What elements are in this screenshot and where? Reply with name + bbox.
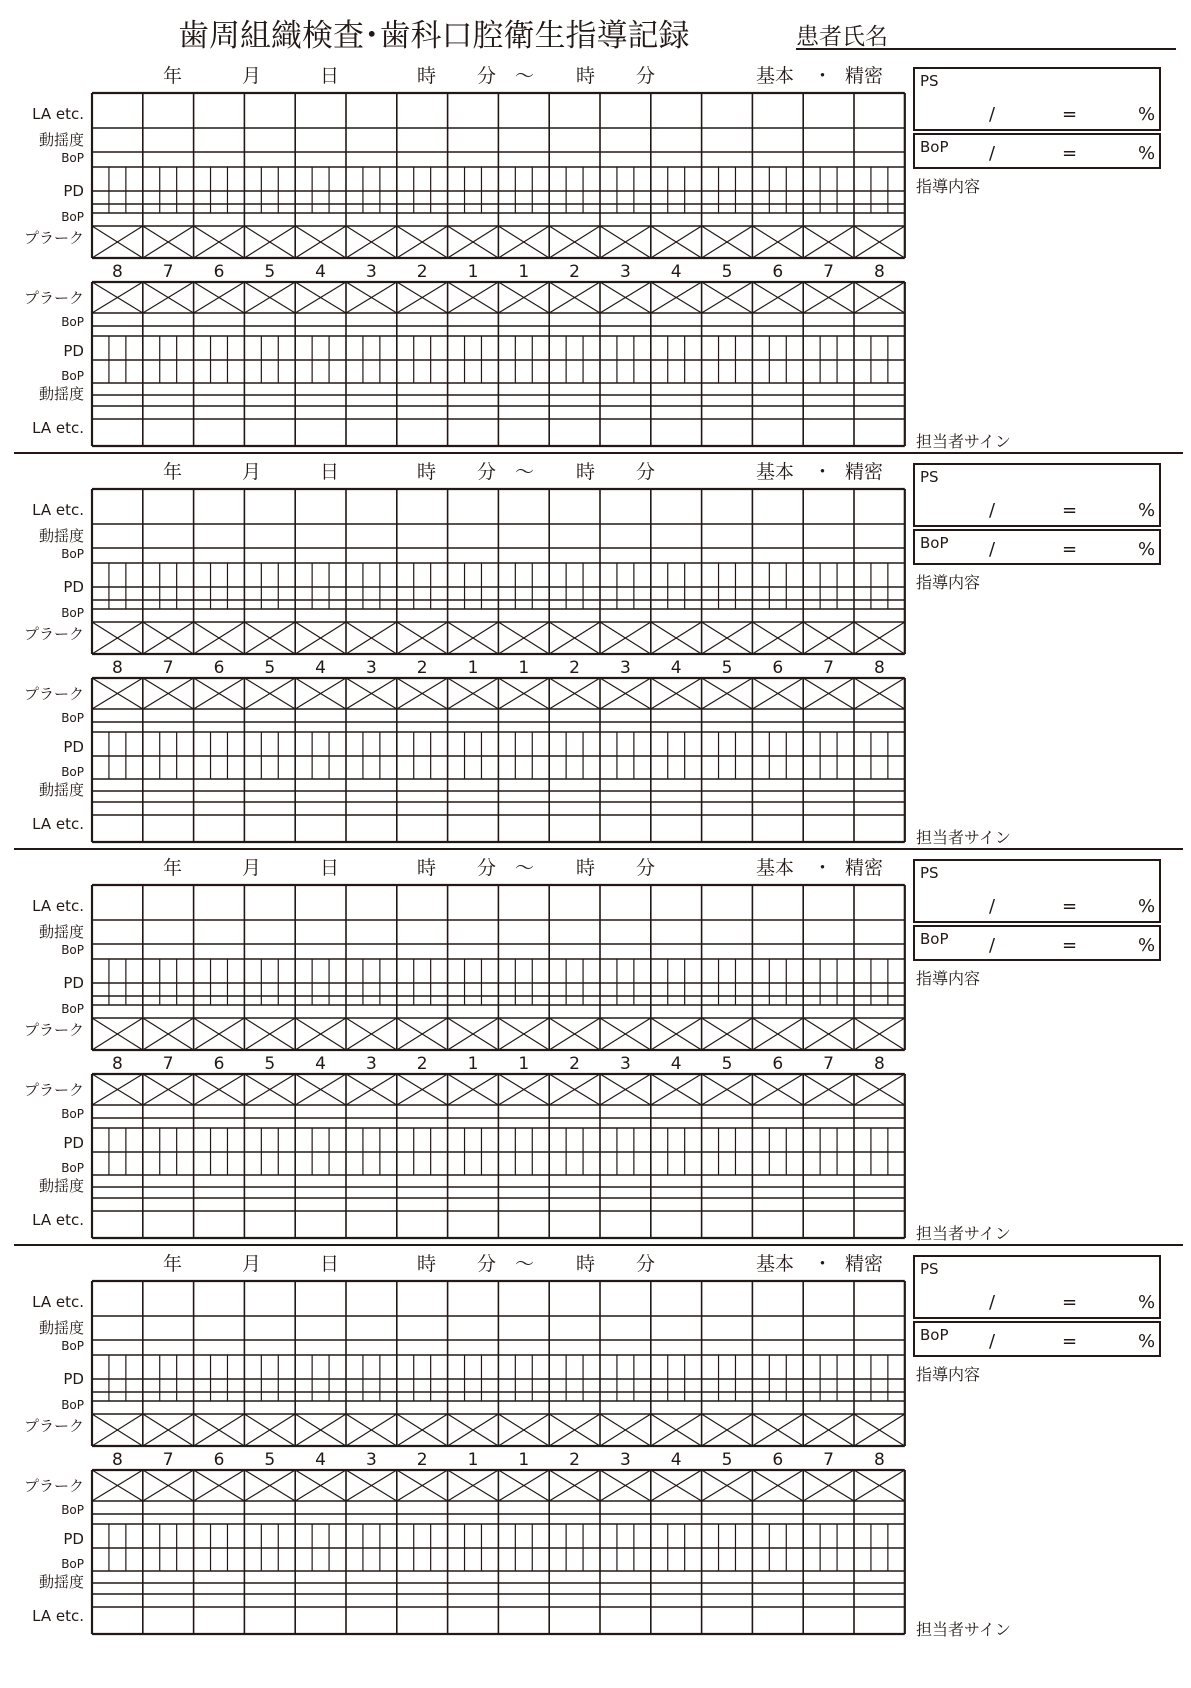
lower-row-label: 動揺度 [38,1573,84,1591]
staff-sign-label: 担当者サイン [916,828,1011,847]
start-minute-label: 分 [477,1253,497,1275]
bop-equals: = [1062,539,1078,560]
tooth-number: 8 [111,658,123,678]
time-range-tilde: ～ [515,65,535,87]
month-label: 月 [242,461,262,483]
exam-type-basic: 基本 [756,461,795,483]
tooth-number: 1 [467,1054,479,1074]
start-hour-label: 時 [417,1253,437,1275]
ps-percent: % [1138,104,1156,125]
ps-label: PS [920,864,939,882]
day-label: 日 [320,857,340,879]
upper-row-label: BoP [61,1002,84,1016]
ps-slash: / [989,500,996,521]
page-header [178,18,1176,54]
staff-sign-field[interactable] [1020,1620,1160,1638]
guidance-notes-area[interactable] [914,990,1160,1220]
tooth-number: 8 [873,1450,885,1470]
upper-chart-grid[interactable] [92,885,905,1050]
bop-equals: = [1062,143,1078,164]
tooth-number: 6 [772,262,784,282]
end-minute-label: 分 [636,65,656,87]
tooth-number: 8 [873,1054,885,1074]
lower-row-label: プラーク [23,685,84,703]
bop-slash: / [989,539,996,560]
lower-row-label: LA etc. [32,1211,84,1229]
tooth-number: 4 [670,262,682,282]
upper-row-label: LA etc. [32,105,84,123]
start-hour-label: 時 [417,461,437,483]
tooth-number: 2 [569,1450,581,1470]
start-hour-label: 時 [417,857,437,879]
lower-row-label: BoP [61,1503,84,1517]
tooth-number: 8 [873,658,885,678]
bop-score-box[interactable] [914,530,1160,564]
guidance-label: 指導内容 [916,573,981,592]
start-minute-label: 分 [477,461,497,483]
tooth-number: 5 [264,658,276,678]
lower-row-label: PD [63,1134,84,1152]
tooth-number: 4 [315,1450,327,1470]
exam-type-separator: ・ [813,1253,833,1275]
tooth-number: 7 [162,658,174,678]
ps-equals: = [1062,500,1078,521]
month-label: 月 [242,1253,262,1275]
tooth-number: 4 [315,658,327,678]
tooth-number: 7 [162,1450,174,1470]
upper-row-label: BoP [61,210,84,224]
lower-row-label: BoP [61,765,84,779]
lower-row-label: BoP [61,1161,84,1175]
tooth-number: 8 [111,262,123,282]
staff-sign-field[interactable] [1020,1224,1160,1242]
upper-row-label: PD [63,182,84,200]
ps-percent: % [1138,1292,1156,1313]
lower-row-label: プラーク [23,289,84,307]
upper-row-label: 動揺度 [38,1319,84,1337]
tooth-number: 5 [264,262,276,282]
guidance-label: 指導内容 [916,969,981,988]
year-label: 年 [163,65,183,87]
ps-slash: / [989,1292,996,1313]
ps-percent: % [1138,896,1156,917]
exam-type-detailed: 精密 [845,461,884,483]
start-minute-label: 分 [477,65,497,87]
exam-record [14,857,1183,1245]
lower-chart-grid[interactable] [92,1074,905,1238]
ps-equals: = [1062,896,1078,917]
exam-type-separator: ・ [813,857,833,879]
tooth-number: 3 [365,262,377,282]
ps-equals: = [1062,1292,1078,1313]
tooth-number: 4 [315,262,327,282]
tooth-number: 8 [873,262,885,282]
tooth-number: 1 [518,658,530,678]
upper-row-label: プラーク [23,1417,84,1435]
year-label: 年 [163,461,183,483]
time-range-tilde: ～ [515,1253,535,1275]
lower-row-label: PD [63,342,84,360]
upper-row-label: プラーク [23,1021,84,1039]
ps-label: PS [920,468,939,486]
tooth-number: 4 [670,1450,682,1470]
bop-slash: / [989,1331,996,1352]
exam-type-separator: ・ [813,65,833,87]
month-label: 月 [242,65,262,87]
ps-label: PS [920,1260,939,1278]
lower-row-label: BoP [61,369,84,383]
lower-row-label: PD [63,738,84,756]
guidance-label: 指導内容 [916,177,981,196]
exam-type-basic: 基本 [756,65,795,87]
upper-row-label: BoP [61,547,84,561]
staff-sign-field[interactable] [1020,432,1160,450]
tooth-number: 4 [670,1054,682,1074]
tooth-number: 2 [416,1054,428,1074]
end-hour-label: 時 [576,65,596,87]
exam-record [14,461,1183,849]
upper-row-label: BoP [61,1398,84,1412]
exam-type-detailed: 精密 [845,1253,884,1275]
upper-chart-grid[interactable] [92,489,905,654]
tooth-number: 5 [721,658,733,678]
tooth-number: 2 [416,1450,428,1470]
ps-score-box[interactable] [914,464,1160,526]
lower-row-label: PD [63,1530,84,1548]
bop-slash: / [989,935,996,956]
end-hour-label: 時 [576,1253,596,1275]
lower-chart-grid[interactable] [92,678,905,842]
upper-row-label: LA etc. [32,1293,84,1311]
tooth-number: 3 [365,658,377,678]
lower-row-label: BoP [61,1557,84,1571]
tooth-number: 3 [365,1054,377,1074]
day-label: 日 [320,1253,340,1275]
exam-type-basic: 基本 [756,1253,795,1275]
start-hour-label: 時 [417,65,437,87]
tooth-number: 5 [721,262,733,282]
tooth-number: 3 [619,1450,631,1470]
tooth-number: 1 [467,262,479,282]
year-label: 年 [163,1253,183,1275]
ps-percent: % [1138,500,1156,521]
month-label: 月 [242,857,262,879]
bop-slash: / [989,143,996,164]
tooth-number: 2 [569,1054,581,1074]
tooth-number: 6 [213,262,225,282]
exam-record [24,1253,1160,1639]
end-minute-label: 分 [636,857,656,879]
upper-row-label: PD [63,578,84,596]
upper-chart-grid[interactable] [92,93,905,258]
tooth-number: 7 [823,658,835,678]
guidance-notes-area[interactable] [914,198,1160,428]
staff-sign-field[interactable] [1020,828,1160,846]
lower-row-label: BoP [61,711,84,725]
upper-row-label: BoP [61,1339,84,1353]
record-list [14,65,1183,1639]
guidance-label: 指導内容 [916,1365,981,1384]
end-minute-label: 分 [636,1253,656,1275]
tooth-number: 2 [416,658,428,678]
bop-score-box[interactable] [914,1322,1160,1356]
tooth-number: 1 [467,1450,479,1470]
tooth-number: 2 [569,658,581,678]
upper-row-label: プラーク [23,625,84,643]
guidance-notes-area[interactable] [914,1386,1160,1616]
start-minute-label: 分 [477,857,497,879]
ps-label: PS [920,72,939,90]
tooth-number: 1 [518,262,530,282]
upper-row-label: 動揺度 [38,527,84,545]
tooth-number: 2 [569,262,581,282]
tooth-number: 1 [467,658,479,678]
time-range-tilde: ～ [515,461,535,483]
day-label: 日 [320,461,340,483]
tooth-number: 6 [213,1054,225,1074]
lower-row-label: 動揺度 [38,781,84,799]
lower-row-label: BoP [61,1107,84,1121]
lower-row-label: 動揺度 [38,1177,84,1195]
bop-percent: % [1138,539,1156,560]
year-label: 年 [163,857,183,879]
tooth-number: 6 [772,1054,784,1074]
tooth-number: 7 [162,262,174,282]
tooth-number: 7 [162,1054,174,1074]
lower-row-label: LA etc. [32,419,84,437]
tooth-number: 1 [518,1450,530,1470]
tooth-number: 3 [365,1450,377,1470]
tooth-number: 6 [213,1450,225,1470]
tooth-number: 5 [721,1450,733,1470]
tooth-number: 6 [772,1450,784,1470]
tooth-number: 7 [823,1450,835,1470]
tooth-number: 7 [823,262,835,282]
tooth-number: 5 [264,1450,276,1470]
upper-row-label: 動揺度 [38,923,84,941]
tooth-number: 5 [721,1054,733,1074]
bop-percent: % [1138,1331,1156,1352]
tooth-number: 8 [111,1054,123,1074]
upper-row-label: LA etc. [32,897,84,915]
exam-record [14,65,1183,453]
upper-row-label: PD [63,974,84,992]
upper-row-label: 動揺度 [38,131,84,149]
tooth-number: 4 [315,1054,327,1074]
staff-sign-label: 担当者サイン [916,432,1011,451]
staff-sign-label: 担当者サイン [916,1224,1011,1243]
lower-row-label: LA etc. [32,815,84,833]
tooth-number: 3 [619,262,631,282]
ps-slash: / [989,896,996,917]
lower-chart-grid[interactable] [92,282,905,446]
bop-percent: % [1138,143,1156,164]
end-minute-label: 分 [636,461,656,483]
upper-row-label: プラーク [23,229,84,247]
tooth-number: 8 [111,1450,123,1470]
exam-type-detailed: 精密 [845,857,884,879]
bop-label: BoP [920,930,949,948]
tooth-number: 3 [619,1054,631,1074]
upper-row-label: BoP [61,606,84,620]
exam-type-separator: ・ [813,461,833,483]
lower-row-label: プラーク [23,1477,84,1495]
page-title: 歯周組織検査･歯科口腔衛生指導記録 [178,18,690,54]
bop-equals: = [1062,935,1078,956]
ps-equals: = [1062,104,1078,125]
exam-type-basic: 基本 [756,857,795,879]
upper-row-label: LA etc. [32,501,84,519]
guidance-notes-area[interactable] [914,594,1160,824]
time-range-tilde: ～ [515,857,535,879]
ps-slash: / [989,104,996,125]
tooth-number: 6 [213,658,225,678]
lower-row-label: LA etc. [32,1607,84,1625]
day-label: 日 [320,65,340,87]
end-hour-label: 時 [576,857,596,879]
tooth-number: 1 [518,1054,530,1074]
ps-score-box[interactable] [914,1256,1160,1318]
ps-score-box[interactable] [914,860,1160,922]
lower-row-label: BoP [61,315,84,329]
tooth-number: 7 [823,1054,835,1074]
lower-row-label: プラーク [23,1081,84,1099]
patient-name-label: 患者氏名 [796,24,888,50]
tooth-number: 4 [670,658,682,678]
lower-row-label: 動揺度 [38,385,84,403]
bop-label: BoP [920,138,949,156]
tooth-number: 3 [619,658,631,678]
tooth-number: 5 [264,1054,276,1074]
upper-row-label: BoP [61,943,84,957]
bop-score-box[interactable] [914,134,1160,168]
staff-sign-label: 担当者サイン [916,1620,1011,1639]
upper-chart-grid[interactable] [92,1281,905,1446]
ps-score-box[interactable] [914,68,1160,130]
bop-percent: % [1138,935,1156,956]
bop-label: BoP [920,1326,949,1344]
upper-row-label: BoP [61,151,84,165]
lower-chart-grid[interactable] [92,1470,905,1634]
end-hour-label: 時 [576,461,596,483]
exam-type-detailed: 精密 [845,65,884,87]
tooth-number: 6 [772,658,784,678]
bop-equals: = [1062,1331,1078,1352]
upper-row-label: PD [63,1370,84,1388]
bop-label: BoP [920,534,949,552]
tooth-number: 2 [416,262,428,282]
bop-score-box[interactable] [914,926,1160,960]
